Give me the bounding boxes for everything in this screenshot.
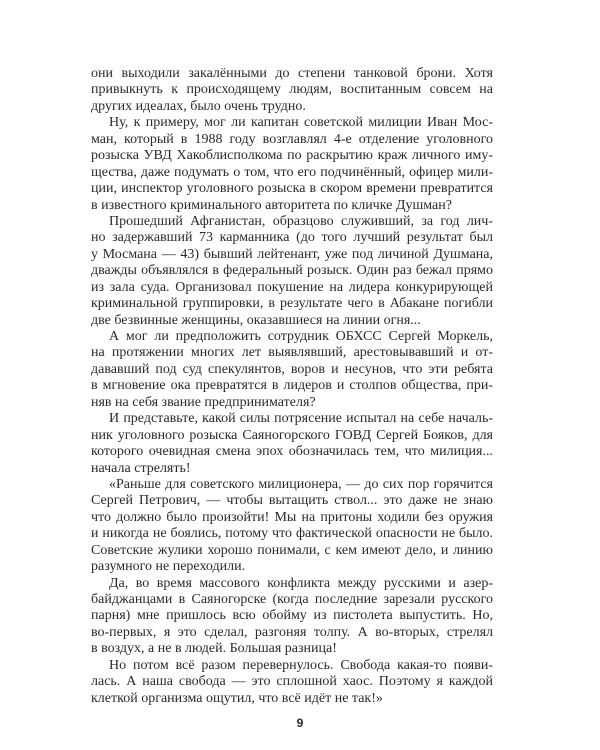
- text-line: Ну, к примеру, мог ли капитан советской милиции Иван Мос-: [109, 115, 493, 131]
- text-line: лась. А наша свобода — это сплошной хаос. Поэтому я каждой: [91, 674, 493, 690]
- text-line: А мог ли предположить сотрудник ОБХСС Сергей Моркель,: [109, 329, 493, 344]
- text-line: привыкнуть к происходящему людям, воспитанным совсем на: [91, 82, 493, 98]
- text-line: ман, который в 1988 году возглавлял 4-е отделение уголовного: [91, 131, 493, 147]
- text-line: дважды объявлялся в федеральный розыск. Один раз бежал прямо: [91, 263, 493, 279]
- text-line: Да, во время массового конфликта между русскими и азер-: [109, 575, 493, 591]
- text-line: но задержавший 73 карманника (до того лучший результат был: [91, 230, 493, 246]
- text-line: ник уголовного розыска Саяногорского ГОВД Сергей Бояков, для: [91, 427, 493, 443]
- text-line: И представьте, какой силы потрясение испытал на себе началь-: [109, 411, 493, 427]
- text-line: разумного не переходили.: [91, 559, 246, 575]
- text-line: две безвинные женщины, оказавшиеся на линии огня...: [91, 312, 421, 328]
- text-line: ции, инспектор уголовного розыска в скором времени превратится: [91, 181, 493, 197]
- text-line: щества, даже подумать о том, что его подчинённый, офицер мили-: [91, 164, 493, 180]
- paragraph: [91, 214, 493, 329]
- paragraph: [91, 66, 493, 115]
- text-line: других идеалах, было очень трудно.: [91, 98, 306, 114]
- text-line: байджанцами в Саяногорске (когда последние зарезали русского: [91, 592, 493, 607]
- text-line: в известного криминального авторитета по кличке Душман?: [91, 197, 452, 213]
- paragraph: [91, 115, 493, 214]
- paragraph: [91, 477, 493, 576]
- text-line: парня) мне пришлось всю обойму из пистолета выпустить. Но,: [91, 608, 493, 624]
- page-number: 9: [296, 716, 304, 730]
- text-line: криминальной группировки, в результате чего в Абакане погибли: [91, 296, 493, 312]
- text-line: Советские жулики хорошо понимали, с кем имеют дело, и линию: [91, 542, 493, 558]
- text-line: у Мосмана — 43) бывший лейтенант, уже под личиной Душмана,: [91, 246, 493, 262]
- text-line: Прошедший Афганистан, образцово служивший, за год лич-: [109, 213, 493, 229]
- text-line: клеткой организма ощутил, что всё идёт не так!»: [91, 690, 383, 706]
- text-line: которого очевидная смена эпох обозначилась тем, что милиция...: [91, 444, 493, 460]
- paragraph: [91, 658, 493, 707]
- paragraph: [91, 411, 493, 477]
- paragraph: [91, 329, 493, 411]
- text-line: розыска УВД Хакоблисполкома по раскрытию краж личного иму-: [91, 148, 493, 164]
- paragraph: [91, 576, 493, 658]
- text-line: они выходили закалёнными до степени танковой брони. Хотя: [91, 66, 493, 81]
- text-line: во-первых, я это сделал, разгоняя толпу. А во-вторых, стрелял: [91, 624, 493, 640]
- text-line: на протяжении многих лет выявлявший, арестовывавший и от-: [91, 345, 493, 361]
- text-line: Но потом всё разом перевернулось. Свобода какая-то появи-: [109, 657, 493, 673]
- text-line: в воздух, а не в людей. Большая разница!: [91, 641, 337, 657]
- text-line: что должно было произойти! Мы на притоны ходили без оружия: [91, 509, 493, 525]
- text-line: Сергей Петрович, — чтобы вытащить ствол... это даже не знаю: [91, 493, 493, 509]
- text-line: няв на себя звание предпринимателя?: [91, 394, 316, 410]
- page-body-text: [91, 66, 493, 707]
- text-line: в мгновение ока превратятся в лидеров и столпов общества, при-: [91, 378, 493, 394]
- text-line: дававший под суд спекулянтов, воров и несунов, что эти ребята: [91, 361, 493, 377]
- text-line: «Раньше для советского милиционера, — до сих пор горячится: [109, 476, 493, 492]
- text-line: и никогда не боялись, потому что фактической опасности не было.: [91, 526, 493, 542]
- text-line: из зала суда. Организовал покушение на лидера конкурирующей: [91, 279, 493, 295]
- text-line: начала стрелять!: [91, 460, 191, 476]
